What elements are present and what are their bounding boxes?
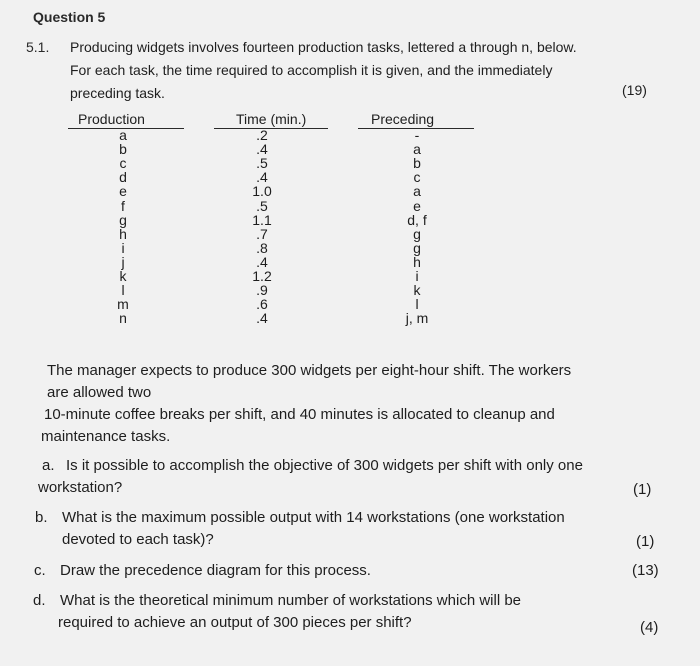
table-cell-time: .4 (256, 169, 268, 186)
table-cell-preceding: a (413, 183, 421, 200)
header-production: Production (78, 111, 145, 127)
subquestion-a-text: workstation? (38, 479, 123, 496)
question-number: 5.1. (26, 39, 50, 55)
table-cell-preceding: a (413, 141, 421, 158)
table-cell-task: e (119, 183, 127, 200)
subquestion-a-marks: (1) (633, 481, 652, 498)
question-marks: (19) (622, 82, 647, 98)
subquestion-b-marks: (1) (636, 533, 655, 550)
table-cell-preceding: h (413, 253, 421, 270)
subquestion-c-marks: (13) (632, 562, 659, 579)
table-cell-time: .2 (256, 127, 268, 143)
subquestion-c-label: c. (34, 562, 46, 579)
table-cell-preceding: - (414, 127, 420, 143)
table-cell-time: .5 (256, 197, 268, 214)
table-cell-preceding: k (413, 282, 421, 299)
table-cell-preceding: d, f (407, 211, 427, 228)
table-cell-task: d (119, 169, 127, 186)
table-cell-task: f (121, 197, 125, 214)
table-cell-preceding: b (413, 155, 421, 172)
subquestion-b-label: b. (35, 509, 48, 526)
table-cell-time: .7 (256, 225, 268, 242)
table-cell-preceding: e (413, 197, 421, 214)
table-cell-time: .4 (256, 253, 268, 270)
intro-line: For each task, the time required to accomplish it is given, and the immediately (70, 62, 553, 78)
context-line: maintenance tasks. (41, 428, 171, 445)
subquestion-d-text: What is the theoretical minimum number of workstations which will be (60, 592, 522, 609)
table-cell-time: 1.1 (252, 211, 272, 228)
header-preceding: Preceding (371, 111, 435, 127)
table-cell-time: .5 (256, 155, 268, 172)
question-heading: Question 5 (33, 9, 106, 25)
table-cell-time: .4 (256, 141, 268, 158)
table-cell-time: .4 (256, 310, 268, 327)
table-cell-task: i (121, 239, 125, 256)
intro-line: Producing widgets involves fourteen production tasks, lettered a through n, below. (70, 39, 577, 55)
table-cell-preceding: g (413, 239, 421, 256)
table-cell-task: a (119, 127, 127, 143)
table-cell-time: .8 (256, 239, 268, 256)
table-cell-task: h (119, 225, 127, 242)
table-cell-time: .9 (256, 282, 268, 299)
context-line: 10-minute coffee breaks per shift, and 40 minutes is allocated to cleanup and (44, 406, 555, 423)
table-cell-preceding: c (413, 169, 421, 186)
table-cell-time: .6 (256, 296, 268, 313)
table-cell-preceding: g (413, 225, 421, 242)
context-line: The manager expects to produce 300 widgets per eight-hour shift. The workers (47, 362, 572, 379)
table-cell-task: g (119, 211, 127, 228)
table-cell-task: j (121, 253, 125, 270)
table-cell-time: 1.2 (252, 268, 272, 284)
subquestion-b-text: What is the maximum possible output with 14 workstations (one workstation (62, 509, 565, 526)
subquestion-d-label: d. (33, 592, 46, 609)
table-cell-preceding: i (415, 268, 419, 284)
subquestion-a-text: Is it possible to accomplish the objective of 300 widgets per shift with only one (66, 457, 583, 474)
table-cell-task: b (119, 141, 127, 158)
table-cell-task: m (117, 296, 129, 313)
subquestion-d-marks: (4) (640, 619, 659, 636)
table-cell-task: n (119, 310, 127, 327)
table-cell-task: l (121, 282, 125, 299)
table-cell-preceding: j, m (405, 310, 429, 327)
subquestion-d-text: required to achieve an output of 300 pieces per shift? (58, 614, 412, 631)
question-intro (70, 36, 680, 105)
header-time: Time (min.) (236, 111, 307, 127)
subquestion-a-label: a. (42, 457, 55, 474)
subquestion-b-text: devoted to each task)? (62, 531, 214, 548)
intro-line: preceding task. (70, 85, 165, 101)
context-line: are allowed two (47, 384, 152, 401)
table-cell-task: k (119, 268, 127, 284)
table-cell-time: 1.0 (252, 183, 272, 200)
subquestion-c-text: Draw the precedence diagram for this process. (60, 562, 371, 579)
table-cell-task: c (119, 155, 127, 172)
table-cell-preceding: l (415, 296, 419, 313)
